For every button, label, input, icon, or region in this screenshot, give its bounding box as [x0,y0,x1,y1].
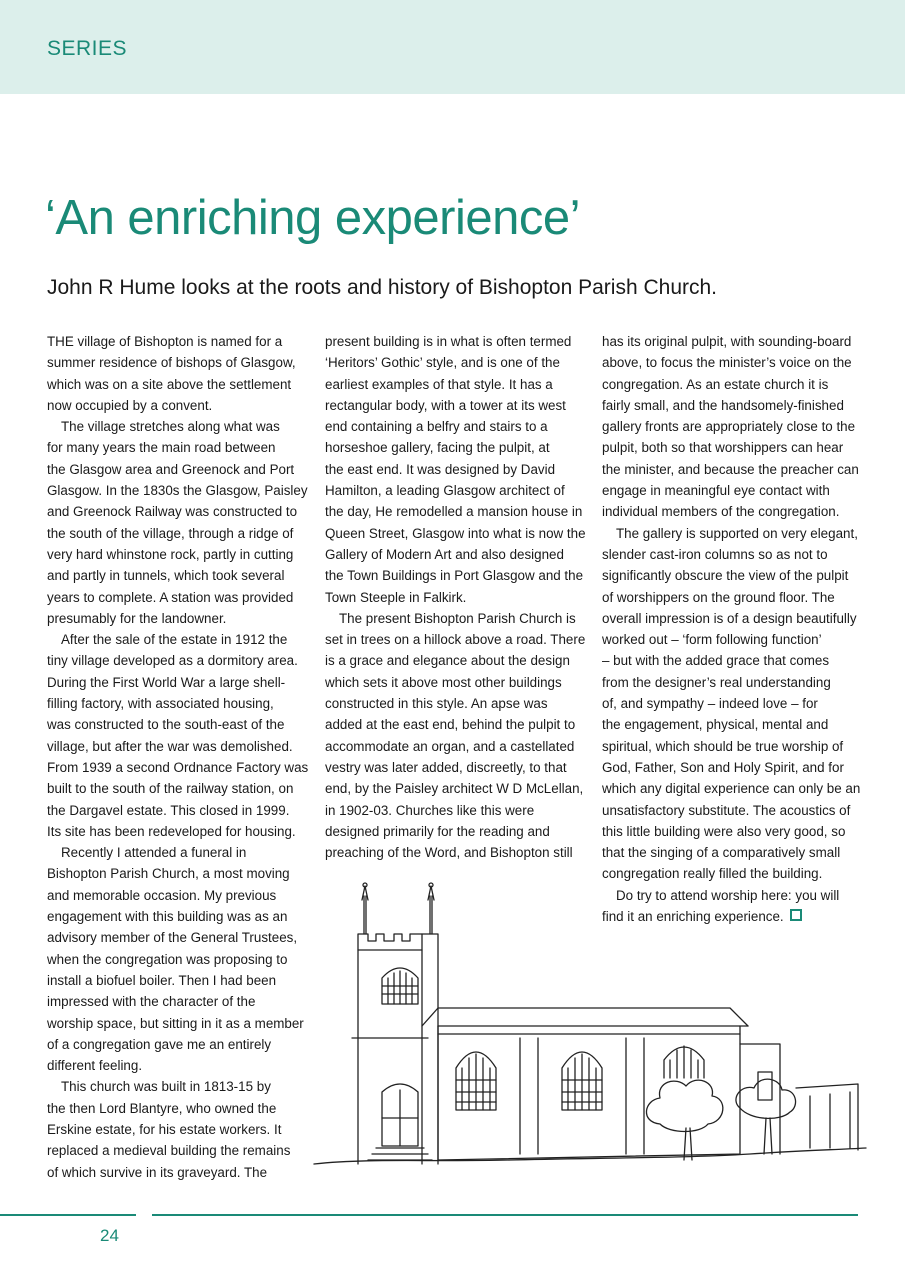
column-line: above, to focus the minister’s voice on the [602,355,852,371]
column-line: of, and sympathy – indeed love – for [602,696,818,712]
column-line: and memorable occasion. My previous [47,887,277,903]
column-line: advisory member of the General Trustees, [47,930,298,946]
column-line: of a congregation gave me an entirely [47,1036,272,1052]
column-line: present building is in what is often termed [325,334,572,349]
column-line: congregation really filled the building. [602,866,823,882]
column-line: God, Father, Son and Holy Spirit, and for [602,759,844,775]
column-line: was constructed to the south-east of the [47,717,285,733]
section-label: SERIES [47,37,128,60]
column-line: Bishopton Parish Church, a most moving [47,866,290,882]
column-line: different feeling. [47,1058,143,1074]
column-line: of which survive in its graveyard. The [47,1164,268,1180]
column-line: the Dargavel estate. This closed in 1999. [47,802,290,818]
column-line: and partly in tunnels, which took several [47,568,285,584]
text-column-1 [47,331,309,1183]
column-line: Its site has been redeveloped for housing. [47,823,296,839]
column-line: unsatisfactory substitute. The acoustics of [602,802,851,818]
column-line: install a biofuel boiler. Then I had been [47,972,277,988]
column-line: worked out – ‘form following function’ [602,632,822,648]
column-line: ‘Heritors’ Gothic’ style, and is one of the [325,355,560,371]
column-line: the south of the village, through a ridge of [47,525,294,541]
column-line: individual members of the congregation. [602,504,840,520]
column-line: horseshoe gallery, facing the pulpit, at [325,440,550,456]
column-line: earliest examples of that style. It has a [325,376,553,392]
column-line: the day, He remodelled a mansion house in [325,504,583,520]
column-line: which was on a site above the settlement [47,376,292,392]
church-trees [646,1079,858,1160]
column-line: the engagement, physical, mental and [602,717,829,733]
column-line: of worshippers on the ground floor. The [602,589,835,605]
column-line: tiny village developed as a dormitory area. [47,653,298,669]
column-line: end, by the Paisley architect W D McLellan, [325,781,584,797]
church-tower [352,883,438,1164]
church-nave [422,1008,748,1160]
column-line: summer residence of bishops of Glasgow, [47,355,296,371]
page-number: 24 [100,1226,119,1245]
article-standfirst: John R Hume looks at the roots and history of Bishopton Parish Church. [47,276,718,299]
column-line: After the sale of the estate in 1912 the [61,632,288,648]
column-line: preaching of the Word, and Bishopton still [325,845,573,861]
column-line: in 1902-03. Churches like this were [325,802,535,818]
column-line: end containing a belfry and stairs to a [325,419,548,435]
column-line: Recently I attended a funeral in [61,845,247,861]
footer-rule-right [152,1214,858,1216]
column-line: Gallery of Modern Art and also designed [325,546,564,562]
column-line: From 1939 a second Ordnance Factory was [47,759,309,775]
footer-rule-left [0,1214,136,1216]
column-line: the minister, and because the preacher can [602,461,859,477]
column-line: for many years the main road between [47,440,276,456]
column-line: Glasgow. In the 1830s the Glasgow, Paisley [47,483,308,499]
column-line: engage in meaningful eye contact with [602,483,830,499]
column-line: the then Lord Blantyre, who owned the [47,1100,277,1116]
column-line: Do try to attend worship here: you will [616,887,840,903]
column-line: Hamilton, a leading Glasgow architect of [325,483,565,499]
column-line: when the congregation was proposing to [47,951,288,967]
column-line: built to the south of the railway station, on [47,781,294,797]
column-line: During the First World War a large shell- [47,674,286,690]
column-line: which any digital experience can only be an [602,781,861,797]
column-line: this little building were also very good, so [602,823,846,839]
column-line: that the singing of a comparatively small [602,845,841,861]
column-line: designed primarily for the reading and [325,823,550,839]
column-line: gallery fronts are appropriately close to the [602,419,856,435]
column-line: worship space, but sitting in it as a member [47,1015,304,1031]
column-line: village, but after the war was demolished. [47,738,293,754]
column-line: pulpit, both so that worshippers can hear [602,440,844,456]
column-line: accommodate an organ, and a castellated [325,738,575,754]
column-line: is a grace and elegance about the design [325,653,570,669]
column-line: presumably for the landowner. [47,610,227,626]
column-line: Queen Street, Glasgow into what is now the [325,525,586,541]
column-line: The village stretches along what was [61,419,280,435]
column-line: vestry was later added, discreetly, to that [325,759,567,775]
column-line: – but with the added grace that comes [602,653,830,669]
column-line: slender cast-iron columns so as not to [602,546,828,562]
column-line: and Greenock Railway was constructed to [47,504,298,520]
column-line: very hard whinstone rock, partly in cutting [47,546,294,562]
column-line: congregation. As an estate church it is [602,376,829,392]
column-line: the Town Buildings in Port Glasgow and the [325,568,584,584]
column-line: Erskine estate, for his estate workers. It [47,1121,282,1137]
church-vestry [740,1044,780,1154]
text-column-2 [325,331,586,863]
column-line: THE village of Bishopton is named for a [47,334,283,349]
column-line: has its original pulpit, with sounding-board [602,334,852,349]
column-line-text: find it an enriching experience. [602,909,784,925]
column-line: added at the east end, behind the pulpit to [325,717,576,733]
column-line: set in trees on a hillock above a road. There [325,632,586,648]
column-line: significantly obscure the view of the pulpit [602,568,849,584]
church-illustration [310,878,870,1178]
text-column-3 [602,331,860,927]
column-line: fairly small, and the handsomely-finished [602,397,844,413]
column-line: engagement with this building was as an [47,909,288,925]
column-line: the Glasgow area and Greenock and Port [47,461,295,477]
column-line: filling factory, with associated housing, [47,696,274,712]
column-line: This church was built in 1813-15 by [61,1079,271,1095]
column-line: now occupied by a convent. [47,397,213,413]
column-line: replaced a medieval building the remains [47,1143,291,1159]
column-line: The present Bishopton Parish Church is [339,610,576,626]
column-line: the east end. It was designed by David [325,461,556,477]
column-line: years to complete. A station was provided [47,589,294,605]
header-band [0,0,905,94]
column-line: rectangular body, with a tower at its west [325,397,566,413]
column-line: The gallery is supported on very elegant, [616,525,858,541]
column-line: spiritual, which should be true worship of [602,738,844,754]
column-line: impressed with the character of the [47,994,256,1010]
column-line: from the designer’s real understanding [602,674,831,690]
column-line: Town Steeple in Falkirk. [325,589,467,605]
column-line: constructed in this style. An apse was [325,696,548,712]
column-line: which sets it above most other buildings [325,674,562,690]
article-title: ‘An enriching experience’ [45,191,580,245]
ground-line [314,1148,866,1164]
column-line: overall impression is of a design beautifully [602,610,857,626]
